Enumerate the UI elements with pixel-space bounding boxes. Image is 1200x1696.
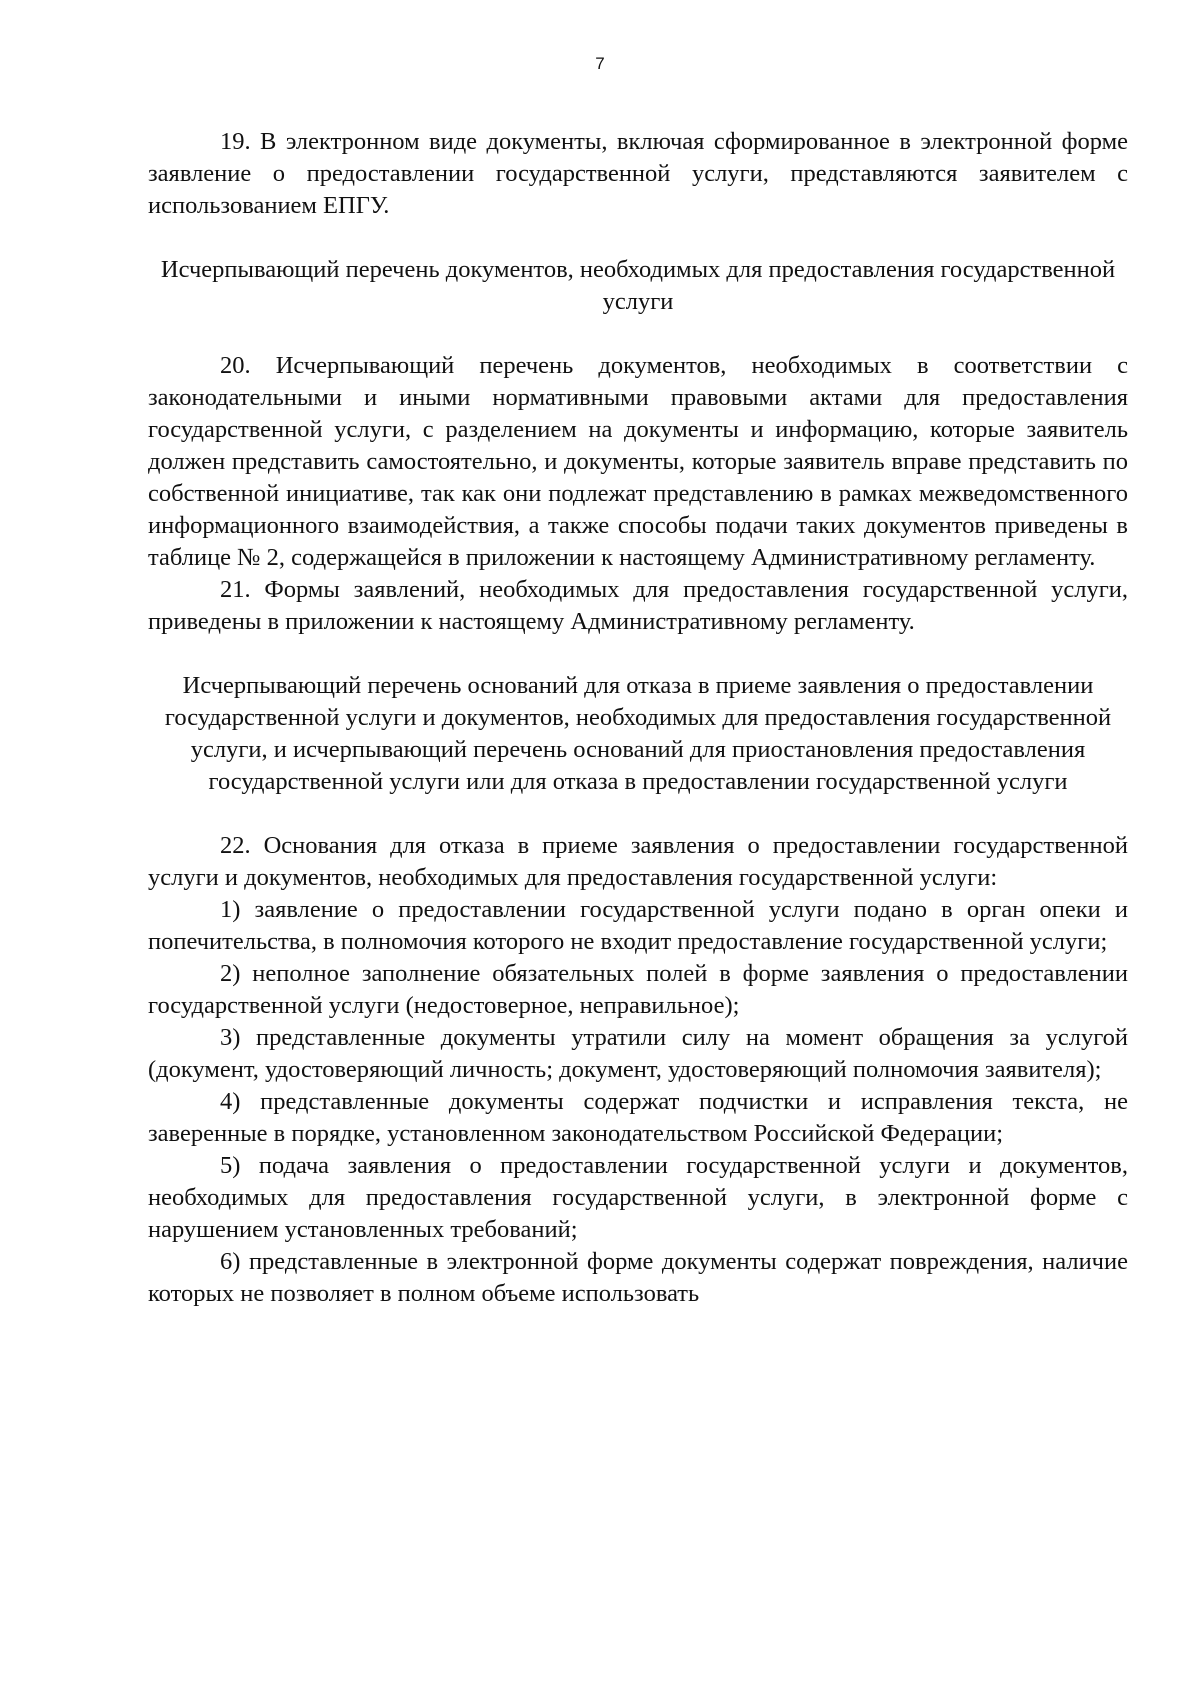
spacer	[148, 222, 1128, 254]
list-item-5: 5) подача заявления о предоставлении государственной услуги и документов, необходимых для предоставления государственной услуги, в электронной форме с нарушением установленных требований;	[148, 1152, 1128, 1243]
list-item-2: 2) неполное заполнение обязательных полей в форме заявления о предоставлении государственной услуги (недостоверное, неправильное);	[148, 960, 1128, 1019]
list-item-1: 1) заявление о предоставлении государственной услуги подано в орган опеки и попечительства, в полномочия которого не входит предоставление государственной услуги;	[148, 896, 1128, 955]
list-item-4: 4) представленные документы содержат подчистки и исправления текста, не заверенные в порядке, установленном законодательством Российской Федерации;	[148, 1088, 1128, 1147]
section-heading-refusal-grounds: Исчерпывающий перечень оснований для отказа в приеме заявления о предоставлении государственной услуги и документов, необходимых для предоставления государственной услуги, и исчерпывающий перечень оснований для приостановления предоставления государственной услуги или для отказа в предоставлении государственной услуги	[164, 672, 1112, 795]
list-item-6: 6) представленные в электронной форме документы содержат повреждения, наличие которых не позволяет в полном объеме использовать	[148, 1248, 1128, 1307]
paragraph-21: 21. Формы заявлений, необходимых для предоставления государственной услуги, приведены в приложении к настоящему Административному регламенту.	[148, 576, 1128, 635]
document-body	[148, 126, 1128, 1310]
spacer	[148, 638, 1128, 670]
spacer	[148, 798, 1128, 830]
section-heading-documents-list: Исчерпывающий перечень документов, необходимых для предоставления государственной услуги	[160, 256, 1116, 315]
paragraph-22: 22. Основания для отказа в приеме заявления о предоставлении государственной услуги и документов, необходимых для предоставления государственной услуги:	[148, 832, 1128, 891]
paragraph-19: 19. В электронном виде документы, включая сформированное в электронной форме заявление о предоставлении государственной услуги, представляются заявителем с использованием ЕПГУ.	[148, 128, 1128, 219]
page-number: 7	[595, 54, 605, 73]
list-item-3: 3) представленные документы утратили силу на момент обращения за услугой (документ, удостоверяющий личность; документ, удостоверяющий полномочия заявителя);	[148, 1024, 1128, 1083]
paragraph-20: 20. Исчерпывающий перечень документов, необходимых в соответствии с законодательными и иными нормативными правовыми актами для предоставления государственной услуги, с разделением на документы и информацию, которые заявитель должен представить самостоятельно, и документы, которые заявитель вправе представить по собственной инициативе, так как они подлежат представлению в рамках межведомственного информационного взаимодействия, а также способы подачи таких документов приведены в таблице № 2, содержащейся в приложении к настоящему Административному регламенту.	[148, 352, 1128, 571]
spacer	[148, 318, 1128, 350]
